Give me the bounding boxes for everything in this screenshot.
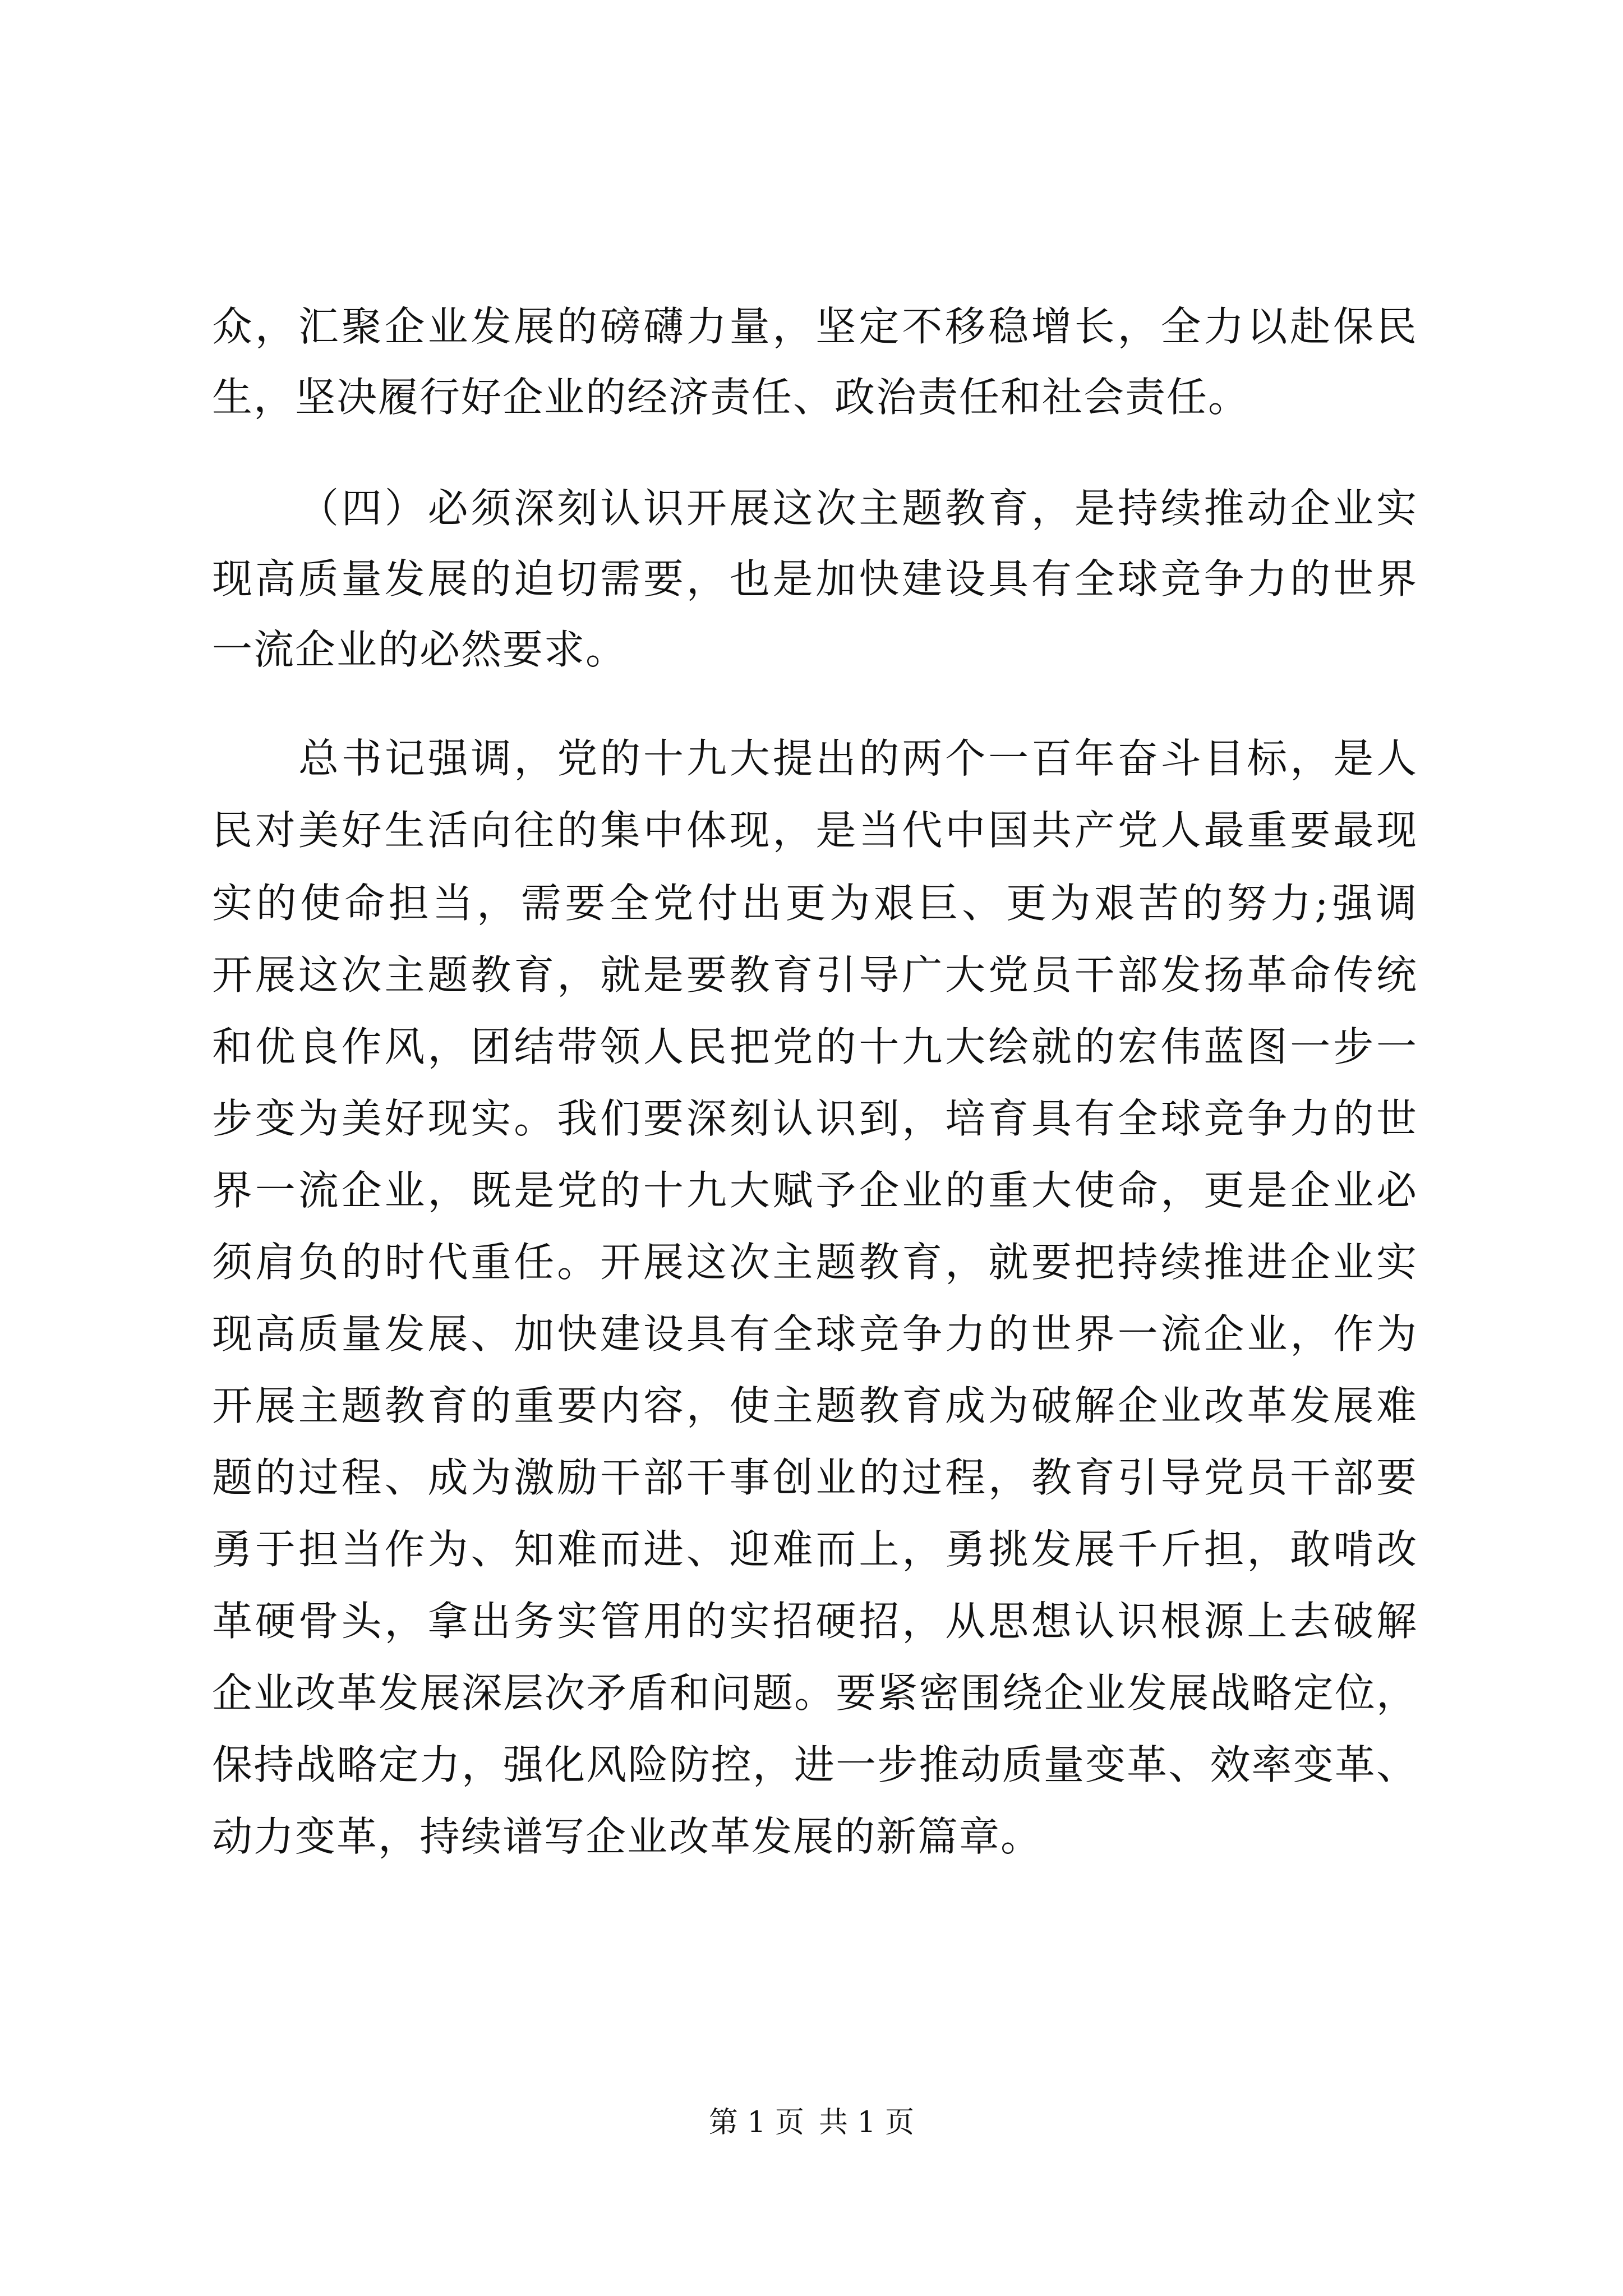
paragraph-line: 步变为美好现实。我们要深刻认识到，培育具有全球竞争力的世 xyxy=(212,1095,1418,1142)
paragraph-line: 开展主题教育的重要内容，使主题教育成为破解企业改革发展难 xyxy=(212,1382,1418,1429)
paragraph-line: 开展这次主题教育，就是要教育引导广大党员干部发扬革命传统 xyxy=(212,951,1418,999)
paragraph-line: 总书记强调，党的十九大提出的两个一百年奋斗目标，是人 xyxy=(298,735,1418,782)
paragraph-line: 和优良作风，团结带领人民把党的十九大绘就的宏伟蓝图一步一 xyxy=(212,1023,1418,1070)
paragraph-line: 动力变革，持续谱写企业改革发展的新篇章。 xyxy=(212,1813,1043,1860)
paragraph-line: 勇于担当作为、知难而进、迎难而上，勇挑发展千斤担，敢啃改 xyxy=(212,1526,1418,1573)
paragraph-line: 一流企业的必然要求。 xyxy=(212,626,628,673)
page-total: 共 1 页 xyxy=(819,2106,915,2139)
paragraph-line: 民对美好生活向往的集中体现，是当代中国共产党人最重要最现 xyxy=(212,807,1418,854)
paragraph-line: （四）必须深刻认识开展这次主题教育，是持续推动企业实 xyxy=(298,485,1418,532)
paragraph-line: 题的过程、成为激励干部干事创业的过程，教育引导党员干部要 xyxy=(212,1454,1418,1501)
paragraph-line: 界一流企业，既是党的十九大赋予企业的重大使命，更是企业必 xyxy=(212,1167,1418,1214)
paragraph-line: 革硬骨头，拿出务实管用的实招硬招，从思想认识根源上去破解 xyxy=(212,1598,1418,1645)
paragraph-line: 实的使命担当，需要全党付出更为艰巨、更为艰苦的努力;强调 xyxy=(212,880,1418,927)
paragraph-line: 生，坚决履行好企业的经济责任、政治责任和社会责任。 xyxy=(212,374,1250,421)
paragraph-line: 须肩负的时代重任。开展这次主题教育，就要把持续推进企业实 xyxy=(212,1239,1418,1286)
page-number: 第 1 页 xyxy=(708,2106,804,2139)
paragraph-line: 企业改革发展深层次矛盾和问题。要紧密围绕企业发展战略定位， xyxy=(212,1669,1418,1717)
paragraph-line: 现高质量发展、加快建设具有全球竞争力的世界一流企业，作为 xyxy=(212,1310,1418,1358)
paragraph-line: 众，汇聚企业发展的磅礴力量，坚定不移稳增长，全力以赴保民 xyxy=(212,303,1418,350)
paragraph-line: 现高质量发展的迫切需要，也是加快建设具有全球竞争力的世界 xyxy=(212,555,1418,602)
paragraph-line: 保持战略定力，强化风险防控，进一步推动质量变革、效率变革、 xyxy=(212,1741,1418,1788)
page-footer xyxy=(0,2105,1623,2141)
